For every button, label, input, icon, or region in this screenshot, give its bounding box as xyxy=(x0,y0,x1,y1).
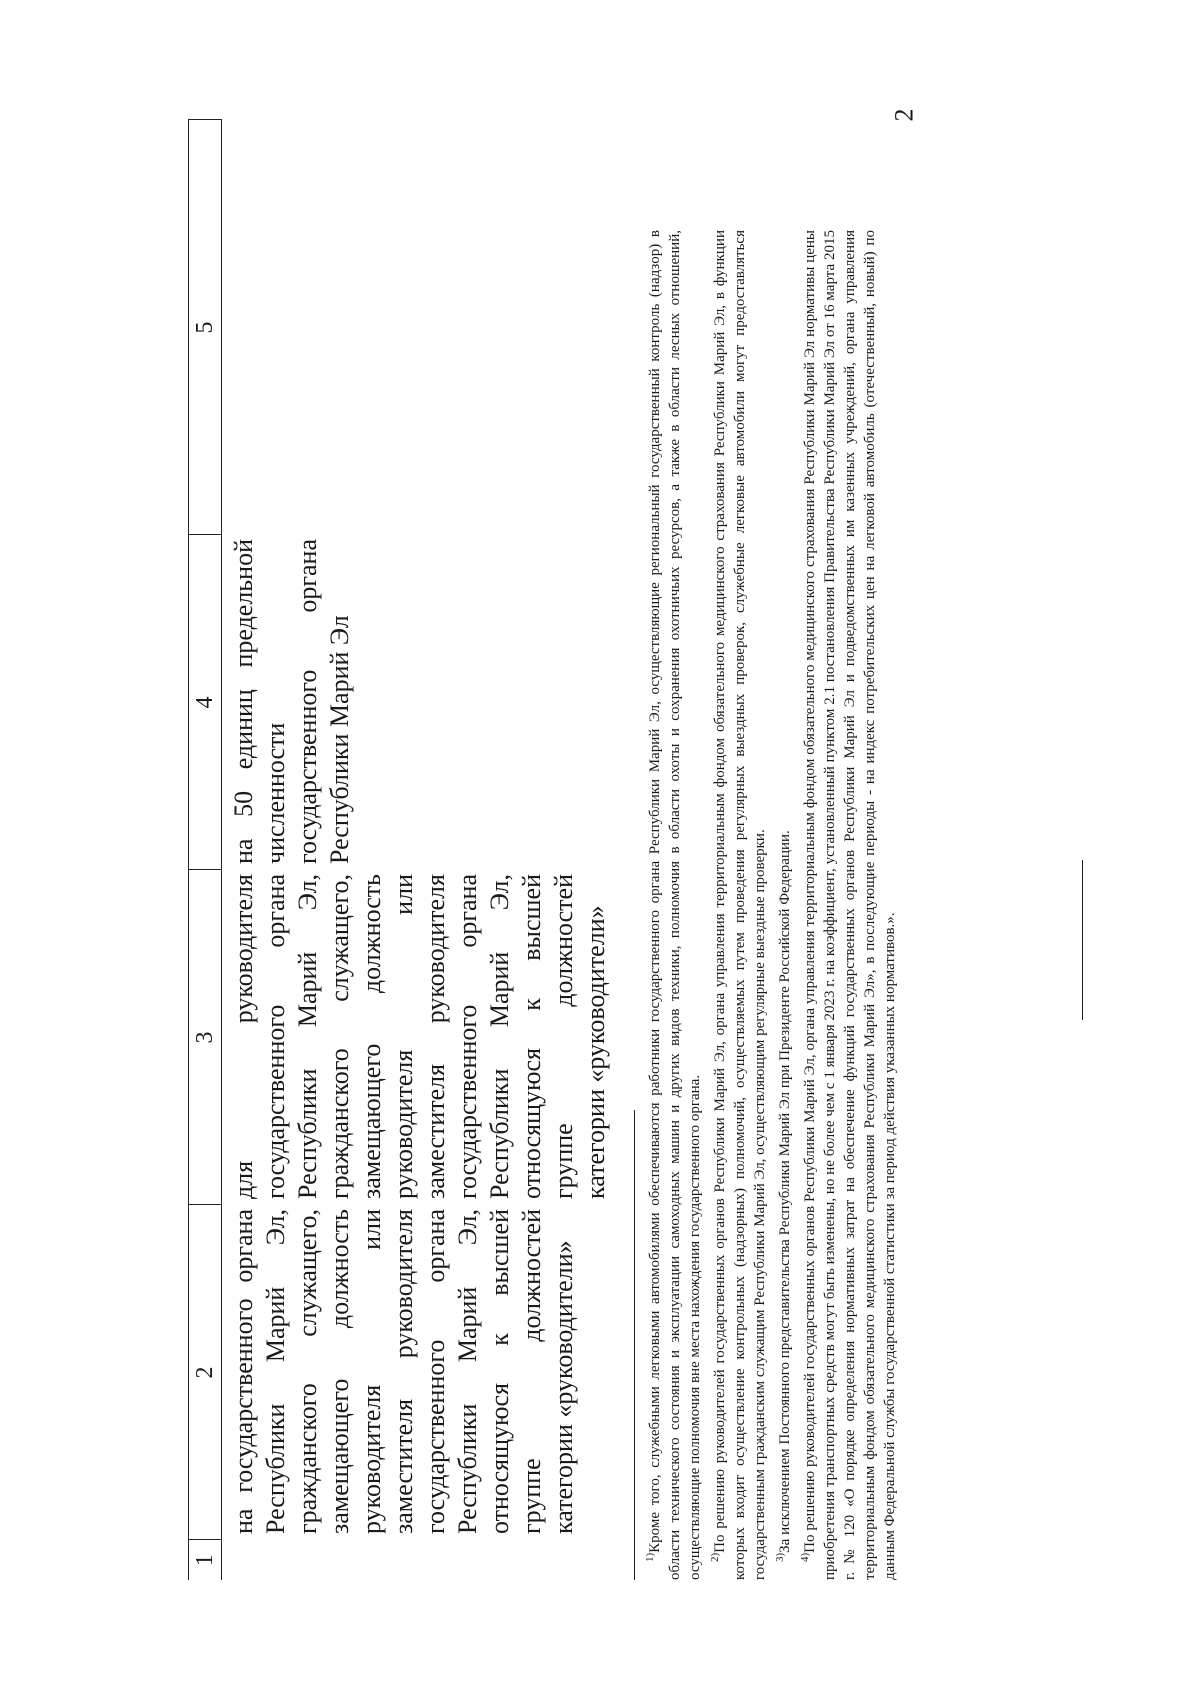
page-number: 2 xyxy=(889,108,919,122)
column-header: 2 xyxy=(189,1205,222,1540)
footnote: $^{2)}$По решению руководителей государственных органов Республики Марий Эл, органа управления территориальным фондом обязательного медицинского страхования Республики Марий Эл, в функции которых входит осуществление контрольных (надзорных) полномочий, осуществляемых путем проведения регулярных выездных проверок, служебные легковые автомобили могут предоставляться государственным гражданским служащим Республики Марий Эл, осуществляющим регулярные выездные проверки. xyxy=(709,230,768,1580)
footnote: $^{4)}$По решению руководителей государственных органов Республики Марий Эл, органа управления территориальным фондом обязательного медицинского страхования Республики Марий Эл нормативы цены приобретения транспортных средств могут быть изменены, но не более чем с 1 января 2023 г. на коэффициент, установленный пунктом 2.1 постановления Правительства Республики Марий Эл от 16 марта 2015 г. № 120 «О порядке определения нормативных затрат на обеспечение функций государственных органов Республики Марий Эл и подведомственных им казенных учреждений, органа управления территориальным фондом обязательного медицинского страхования Республики Марий Эл», в последующие периоды - на индекс потребительских цен на легковой автомобиль (отечественный, новый) по данным Федеральной службы государственной статистики за период действия указанных нормативов.». xyxy=(799,230,898,1580)
table-cell xyxy=(222,120,613,535)
footnote: $^{1)}$Кроме того, служебными легковыми автомобилями обеспечиваются работники государственного органа Республики Марий Эл, осуществляющие региональный государственный контроль (надзор) в области технического состояния и эксплуатации самоходных машин и других видов техники, полномочия в области охоты и сохранения охотничьих ресурсов, а также в области лесных отношений, осуществляющие полномочия вне места нахождения государственного органа. xyxy=(644,230,703,1580)
footnote: $^{3)}$За исключением Постоянного представительства Республики Марий Эл при Президенте Российской Федерации. xyxy=(774,830,793,1562)
table-cell: для руководителя государственного органа Республики Марий Эл, гражданского служащего, замещающего должность руководителя или заместителя руководителя государственного органа Республики Марий Эл, относящуюся к высшей группе должностей категории «руководители» xyxy=(229,874,610,1199)
rotated-page-content xyxy=(188,120,1188,1580)
table-cell: на государственного органа Республики Марий Эл, гражданского служащего, замещающего должность руководителя или заместителя руководителя государственного органа Республики Марий Эл, относящуюся к высшей группе должностей категории «руководители» xyxy=(229,1209,578,1534)
table-row xyxy=(222,120,613,1580)
norms-table xyxy=(188,120,612,1581)
column-header: 1 xyxy=(189,1540,222,1580)
table-cell xyxy=(222,1540,613,1580)
column-header: 5 xyxy=(189,120,222,535)
column-header: 4 xyxy=(189,535,222,870)
footnotes xyxy=(640,230,900,1580)
closing-rule xyxy=(1082,860,1083,1020)
column-header: 3 xyxy=(189,870,222,1205)
footnote-separator xyxy=(634,1110,635,1580)
table-header-row xyxy=(189,120,222,1580)
table-cell: на 50 единиц предельной численности государственного органа Республики Марий Эл xyxy=(229,539,354,864)
